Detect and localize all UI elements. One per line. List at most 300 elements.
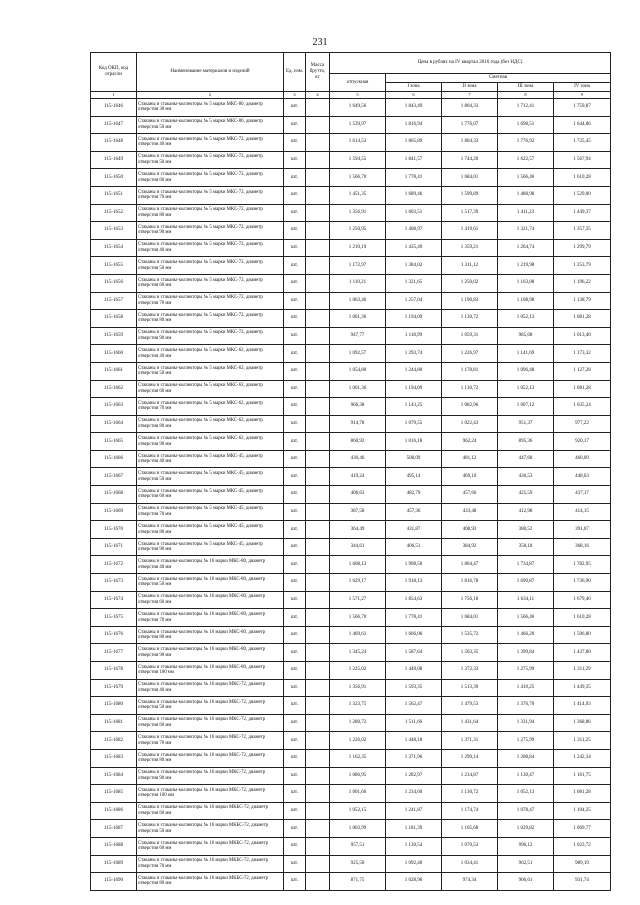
zone3-price-cell: 1 052,13 xyxy=(498,310,554,328)
mass-cell xyxy=(306,556,330,574)
name-cell: Стаканы и стаканы-коллекторы № 16 марки МКБС-72, диаметр отверстия 80 мм xyxy=(137,873,284,891)
zone1-price-cell: 1 181,39 xyxy=(386,820,442,838)
header-name: Наименование материалов и изделий xyxy=(137,53,284,92)
zone4-price-cell: 1 449,35 xyxy=(554,679,611,697)
code-cell: 115-1646 xyxy=(91,99,137,117)
zone3-price-cell: 1 410,25 xyxy=(498,679,554,697)
release-price-cell: 1 001,66 xyxy=(330,785,386,803)
mass-cell xyxy=(306,327,330,345)
zone2-price-cell: 1 105,68 xyxy=(442,820,498,838)
zone4-price-cell: 391,07 xyxy=(554,521,611,539)
name-cell: Стаканы и стаканы-коллекторы № 16 марки МКС-72, диаметр отверстия 100 мм xyxy=(137,785,284,803)
release-price-cell: 1 566,70 xyxy=(330,169,386,187)
zone3-price-cell: 1 078,47 xyxy=(498,802,554,820)
name-cell: Стаканы и стаканы-коллекторы № 16 марки МКС-80, диаметр отверстия 90 мм xyxy=(137,644,284,662)
mass-cell xyxy=(306,398,330,416)
unit-cell: шт. xyxy=(284,732,306,750)
mass-cell xyxy=(306,468,330,486)
name-cell: Стаканы и стаканы-коллекторы № 5 марки МКС-62, диаметр отверстия 60 мм xyxy=(137,380,284,398)
unit-cell: шт. xyxy=(284,151,306,169)
mass-cell xyxy=(306,415,330,433)
name-cell: Стаканы и стаканы-коллекторы № 5 марки МКС-72, диаметр отверстия 50 мм xyxy=(137,257,284,275)
zone4-price-cell: 437,17 xyxy=(554,486,611,504)
name-cell: Стаканы и стаканы-коллекторы № 5 марки МКС-62, диаметр отверстия 50 мм xyxy=(137,362,284,380)
zone1-price-cell: 1 689,46 xyxy=(386,186,442,204)
name-cell: Стаканы и стаканы-коллекторы № 5 марки МКС-72, диаметр отверстия 70 мм xyxy=(137,292,284,310)
column-number: 1 xyxy=(91,92,137,99)
release-price-cell: 1 614,53 xyxy=(330,134,386,152)
code-cell: 115-1655 xyxy=(91,257,137,275)
zone4-price-cell: 1 104,25 xyxy=(554,802,611,820)
table-row xyxy=(91,626,611,644)
mass-cell xyxy=(306,486,330,504)
header-estimate: Сметная xyxy=(386,74,611,83)
zone1-price-cell: 1 293,74 xyxy=(386,345,442,363)
name-cell: Стаканы и стаканы-коллекторы № 16 марки МКС-80, диаметр отверстия 40 мм xyxy=(137,556,284,574)
table-row xyxy=(91,574,611,592)
unit-cell: шт. xyxy=(284,697,306,715)
name-cell: Стаканы и стаканы-коллекторы № 16 марки МКС-80, диаметр отверстия 50 мм xyxy=(137,574,284,592)
zone1-price-cell: 1 854,63 xyxy=(386,591,442,609)
zone3-price-cell: 1 734,87 xyxy=(498,556,554,574)
name-cell: Стаканы и стаканы-коллекторы № 5 марки МКС-72, диаметр отверстия 90 мм xyxy=(137,327,284,345)
name-cell: Стаканы и стаканы-коллекторы № 5 марки МКС-72, диаметр отверстия 80 мм xyxy=(137,204,284,222)
zone2-price-cell: 962,24 xyxy=(442,433,498,451)
zone1-price-cell: 1 593,35 xyxy=(386,679,442,697)
zone4-price-cell: 1 736,90 xyxy=(554,574,611,592)
zone2-price-cell: 974,34 xyxy=(442,873,498,891)
name-cell: Стаканы и стаканы-коллекторы № 5 марки МКС-62, диаметр отверстия 90 мм xyxy=(137,433,284,451)
zone2-price-cell: 1 503,35 xyxy=(442,644,498,662)
zone2-price-cell: 1 130,72 xyxy=(442,785,498,803)
zone4-price-cell: 1 506,80 xyxy=(554,626,611,644)
zone3-price-cell: 906,61 xyxy=(498,873,554,891)
code-cell: 115-1685 xyxy=(91,785,137,803)
table-row xyxy=(91,134,611,152)
code-cell: 115-1677 xyxy=(91,644,137,662)
table-row xyxy=(91,785,611,803)
zone4-price-cell: 1 449,37 xyxy=(554,204,611,222)
unit-cell: шт. xyxy=(284,450,306,468)
zone1-price-cell: 1 435,49 xyxy=(386,239,442,257)
unit-cell: шт. xyxy=(284,468,306,486)
unit-cell: шт. xyxy=(284,134,306,152)
zone2-price-cell: 1 311,12 xyxy=(442,257,498,275)
mass-cell xyxy=(306,380,330,398)
column-number: 8 xyxy=(498,92,554,99)
mass-cell xyxy=(306,134,330,152)
zone4-price-cell: 1 127,28 xyxy=(554,362,611,380)
release-price-cell: 947,77 xyxy=(330,327,386,345)
zone1-price-cell: 1 918,13 xyxy=(386,574,442,592)
zone2-price-cell: 1 372,33 xyxy=(442,662,498,680)
table-row xyxy=(91,345,611,363)
mass-cell xyxy=(306,292,330,310)
unit-cell: шт. xyxy=(284,503,306,521)
zone1-price-cell: 1 321,65 xyxy=(386,274,442,292)
unit-cell: шт. xyxy=(284,345,306,363)
mass-cell xyxy=(306,855,330,873)
table-row xyxy=(91,169,611,187)
code-cell: 115-1683 xyxy=(91,749,137,767)
zone2-price-cell: 1 431,64 xyxy=(442,714,498,732)
mass-cell xyxy=(306,116,330,134)
zone2-price-cell: 1 517,39 xyxy=(442,204,498,222)
code-cell: 115-1657 xyxy=(91,292,137,310)
release-price-cell: 1 003,99 xyxy=(330,820,386,838)
table-row xyxy=(91,802,611,820)
zone2-price-cell: 1 130,72 xyxy=(442,380,498,398)
name-cell: Стаканы и стаканы-коллекторы № 16 марки МКС-72, диаметр отверстия 70 мм xyxy=(137,732,284,750)
column-number: 6 xyxy=(386,92,442,99)
zone4-price-cell: 1 437,80 xyxy=(554,644,611,662)
table-row xyxy=(91,274,611,292)
mass-cell xyxy=(306,503,330,521)
zone2-price-cell: 1 299,14 xyxy=(442,749,498,767)
unit-cell: шт. xyxy=(284,749,306,767)
zone3-price-cell: 1 466,20 xyxy=(498,626,554,644)
zone4-price-cell: 1 610,28 xyxy=(554,609,611,627)
zone1-price-cell: 1 384,02 xyxy=(386,257,442,275)
code-cell: 115-1688 xyxy=(91,837,137,855)
zone1-price-cell: 457,36 xyxy=(386,503,442,521)
mass-cell xyxy=(306,450,330,468)
release-price-cell: 1 451,35 xyxy=(330,186,386,204)
name-cell: Стаканы и стаканы-коллекторы № 16 марки МКБС-72, диаметр отверстия 60 мм xyxy=(137,837,284,855)
mass-cell xyxy=(306,310,330,328)
zone3-price-cell: 951,37 xyxy=(498,415,554,433)
release-price-cell: 1 356,91 xyxy=(330,204,386,222)
zone1-price-cell: 1 587,64 xyxy=(386,644,442,662)
zone2-price-cell: 1 059,31 xyxy=(442,327,498,345)
table-row xyxy=(91,697,611,715)
unit-cell: шт. xyxy=(284,855,306,873)
table-row xyxy=(91,151,611,169)
zone4-price-cell: 1 081,28 xyxy=(554,310,611,328)
zone4-price-cell: 977,22 xyxy=(554,415,611,433)
zone1-price-cell: 1 016,18 xyxy=(386,433,442,451)
code-cell: 115-1665 xyxy=(91,433,137,451)
zone2-price-cell: 384,92 xyxy=(442,538,498,556)
zone3-price-cell: 447,68 xyxy=(498,450,554,468)
zone2-price-cell: 1 535,72 xyxy=(442,626,498,644)
zone4-price-cell: 1 081,28 xyxy=(554,785,611,803)
code-cell: 115-1653 xyxy=(91,222,137,240)
zone3-price-cell: 895,36 xyxy=(498,433,554,451)
table-row xyxy=(91,486,611,504)
zone3-price-cell: 1 275,99 xyxy=(498,662,554,680)
zone4-price-cell: 931,74 xyxy=(554,873,611,891)
zone4-price-cell: 1 253,79 xyxy=(554,257,611,275)
zone2-price-cell: 1 174,74 xyxy=(442,802,498,820)
zone4-price-cell: 1 242,34 xyxy=(554,749,611,767)
unit-cell: шт. xyxy=(284,591,306,609)
zone1-price-cell: 508,09 xyxy=(386,450,442,468)
unit-cell: шт. xyxy=(284,556,306,574)
zone4-price-cell: 989,19 xyxy=(554,855,611,873)
header-zone4: IV зона xyxy=(554,83,611,92)
name-cell: Стаканы и стаканы-коллекторы № 5 марки МКС-62, диаметр отверстия 70 мм xyxy=(137,398,284,416)
zone3-price-cell: 1 275,99 xyxy=(498,732,554,750)
unit-cell: шт. xyxy=(284,837,306,855)
code-cell: 115-1654 xyxy=(91,239,137,257)
zone1-price-cell: 1 282,97 xyxy=(386,767,442,785)
code-cell: 115-1668 xyxy=(91,486,137,504)
code-cell: 115-1674 xyxy=(91,591,137,609)
name-cell: Стаканы и стаканы-коллекторы № 16 марки МКС-72, диаметр отверстия 60 мм xyxy=(137,714,284,732)
zone4-price-cell: 1 196,22 xyxy=(554,274,611,292)
zone4-price-cell: 1 644,86 xyxy=(554,116,611,134)
zone2-price-cell: 1 513,39 xyxy=(442,679,498,697)
column-number: 3 xyxy=(284,92,306,99)
column-number: 5 xyxy=(330,92,386,99)
table-row xyxy=(91,433,611,451)
release-price-cell: 1 001,36 xyxy=(330,380,386,398)
unit-cell: шт. xyxy=(284,785,306,803)
code-cell: 115-1658 xyxy=(91,310,137,328)
column-number-row xyxy=(91,92,611,99)
table-row xyxy=(91,415,611,433)
release-price-cell: 1 210,19 xyxy=(330,239,386,257)
zone2-price-cell: 1 226,97 xyxy=(442,345,498,363)
release-price-cell: 1 225,02 xyxy=(330,662,386,680)
unit-cell: шт. xyxy=(284,398,306,416)
code-cell: 115-1660 xyxy=(91,345,137,363)
unit-cell: шт. xyxy=(284,415,306,433)
table-row xyxy=(91,521,611,539)
release-price-cell: 1 092,57 xyxy=(330,345,386,363)
mass-cell xyxy=(306,609,330,627)
code-cell: 115-1690 xyxy=(91,873,137,891)
zone2-price-cell: 1 178,81 xyxy=(442,362,498,380)
release-price-cell: 419,24 xyxy=(330,468,386,486)
code-cell: 115-1664 xyxy=(91,415,137,433)
zone4-price-cell: 1 759,87 xyxy=(554,99,611,117)
unit-cell: шт. xyxy=(284,486,306,504)
release-price-cell: 344,61 xyxy=(330,538,386,556)
zone3-price-cell: 1 488,98 xyxy=(498,186,554,204)
zone2-price-cell: 1 250,02 xyxy=(442,274,498,292)
zone3-price-cell: 1 331,94 xyxy=(498,714,554,732)
mass-cell xyxy=(306,362,330,380)
name-cell: Стаканы и стаканы-коллекторы № 5 марки МКС-80, диаметр отверстия 50 мм xyxy=(137,116,284,134)
code-cell: 115-1662 xyxy=(91,380,137,398)
zone1-price-cell: 1 092,40 xyxy=(386,855,442,873)
zone1-price-cell: 1 562,47 xyxy=(386,697,442,715)
code-cell: 115-1679 xyxy=(91,679,137,697)
zone2-price-cell: 1 804,33 xyxy=(442,134,498,152)
mass-cell xyxy=(306,873,330,891)
release-price-cell: 1 539,97 xyxy=(330,116,386,134)
zone3-price-cell: 1 096,48 xyxy=(498,362,554,380)
unit-cell: шт. xyxy=(284,679,306,697)
unit-cell: шт. xyxy=(284,820,306,838)
release-price-cell: 1 226,02 xyxy=(330,732,386,750)
code-cell: 115-1673 xyxy=(91,574,137,592)
release-price-cell: 1 571,27 xyxy=(330,591,386,609)
zone1-price-cell: 1 908,50 xyxy=(386,556,442,574)
zone1-price-cell: 1 816,94 xyxy=(386,116,442,134)
zone2-price-cell: 469,10 xyxy=(442,468,498,486)
zone1-price-cell: 1 449,08 xyxy=(386,662,442,680)
header-zone1: I зона xyxy=(386,83,442,92)
name-cell: Стаканы и стаканы-коллекторы № 16 марки МКС-72, диаметр отверстия 50 мм xyxy=(137,697,284,715)
zone1-price-cell: 1 865,89 xyxy=(386,134,442,152)
release-price-cell: 1 280,72 xyxy=(330,714,386,732)
table-row xyxy=(91,591,611,609)
zone4-price-cell: 1 782,95 xyxy=(554,556,611,574)
mass-cell xyxy=(306,239,330,257)
release-price-cell: 871,75 xyxy=(330,873,386,891)
zone3-price-cell: 1 208,84 xyxy=(498,749,554,767)
table-row xyxy=(91,468,611,486)
zone2-price-cell: 1 070,53 xyxy=(442,837,498,855)
zone4-price-cell: 1 311,25 xyxy=(554,732,611,750)
mass-cell xyxy=(306,714,330,732)
code-cell: 115-1652 xyxy=(91,204,137,222)
release-price-cell: 1 356,91 xyxy=(330,679,386,697)
zone3-price-cell: 1 141,69 xyxy=(498,345,554,363)
table-row xyxy=(91,327,611,345)
release-price-cell: 1 172,97 xyxy=(330,257,386,275)
table-row xyxy=(91,679,611,697)
release-price-cell: 430,46 xyxy=(330,450,386,468)
zone2-price-cell: 1 804,47 xyxy=(442,556,498,574)
unit-cell: шт. xyxy=(284,433,306,451)
release-price-cell: 925,50 xyxy=(330,855,386,873)
zone4-price-cell: 1 529,00 xyxy=(554,186,611,204)
zone2-price-cell: 1 684,01 xyxy=(442,169,498,187)
mass-cell xyxy=(306,99,330,117)
code-cell: 115-1672 xyxy=(91,556,137,574)
mass-cell xyxy=(306,591,330,609)
column-number: 7 xyxy=(442,92,498,99)
unit-cell: шт. xyxy=(284,222,306,240)
unit-cell: шт. xyxy=(284,626,306,644)
zone3-price-cell: 1 219,98 xyxy=(498,257,554,275)
name-cell: Стаканы и стаканы-коллекторы № 5 марки МКС-72, диаметр отверстия 50 мм xyxy=(137,151,284,169)
code-cell: 115-1669 xyxy=(91,503,137,521)
name-cell: Стаканы и стаканы-коллекторы № 5 марки МКС-72, диаметр отверстия 40 мм xyxy=(137,239,284,257)
zone3-price-cell: 996,12 xyxy=(498,837,554,855)
zone2-price-cell: 1 744,20 xyxy=(442,151,498,169)
unit-cell: шт. xyxy=(284,186,306,204)
zone1-price-cell: 1 666,06 xyxy=(386,626,442,644)
release-price-cell: 1 063,46 xyxy=(330,292,386,310)
zone4-price-cell: 1 368,86 xyxy=(554,714,611,732)
name-cell: Стаканы и стаканы-коллекторы № 5 марки МКС-72, диаметр отверстия 90 мм xyxy=(137,222,284,240)
code-cell: 115-1689 xyxy=(91,855,137,873)
zone3-price-cell: 985,68 xyxy=(498,327,554,345)
zone1-price-cell: 1 778,41 xyxy=(386,609,442,627)
zone2-price-cell: 1 419,61 xyxy=(442,222,498,240)
price-table xyxy=(90,52,611,891)
zone3-price-cell: 1 029,82 xyxy=(498,820,554,838)
zone4-price-cell: 1 357,35 xyxy=(554,222,611,240)
zone2-price-cell: 1 479,53 xyxy=(442,697,498,715)
mass-cell xyxy=(306,697,330,715)
zone1-price-cell: 1 257,04 xyxy=(386,292,442,310)
zone3-price-cell: 425,59 xyxy=(498,486,554,504)
zone3-price-cell: 412,98 xyxy=(498,503,554,521)
zone4-price-cell: 1 679,40 xyxy=(554,591,611,609)
unit-cell: шт. xyxy=(284,327,306,345)
release-price-cell: 1 469,61 xyxy=(330,626,386,644)
table-row xyxy=(91,609,611,627)
name-cell: Стаканы и стаканы-коллекторы № 16 марки МКС-80, диаметр отверстия 80 мм xyxy=(137,626,284,644)
code-cell: 115-1663 xyxy=(91,398,137,416)
zone3-price-cell: 1 712,41 xyxy=(498,99,554,117)
mass-cell xyxy=(306,169,330,187)
zone4-price-cell: 448,63 xyxy=(554,468,611,486)
zone2-price-cell: 1 371,31 xyxy=(442,732,498,750)
code-cell: 115-1671 xyxy=(91,538,137,556)
zone2-price-cell: 1 359,21 xyxy=(442,239,498,257)
mass-cell xyxy=(306,820,330,838)
table-row xyxy=(91,644,611,662)
zone4-price-cell: 1 161,75 xyxy=(554,767,611,785)
table-row xyxy=(91,538,611,556)
column-number: 2 xyxy=(137,92,284,99)
mass-cell xyxy=(306,538,330,556)
zone4-price-cell: 1 173,32 xyxy=(554,345,611,363)
zone1-price-cell: 1 841,57 xyxy=(386,151,442,169)
mass-cell xyxy=(306,186,330,204)
code-cell: 115-1681 xyxy=(91,714,137,732)
zone2-price-cell: 1 684,01 xyxy=(442,609,498,627)
unit-cell: шт. xyxy=(284,116,306,134)
name-cell: Стаканы и стаканы-коллекторы № 5 марки МКС-80, диаметр отверстия 30 мм xyxy=(137,99,284,117)
table-row xyxy=(91,855,611,873)
mass-cell xyxy=(306,732,330,750)
release-price-cell: 860,92 xyxy=(330,433,386,451)
code-cell: 115-1648 xyxy=(91,134,137,152)
zone2-price-cell: 1 130,72 xyxy=(442,310,498,328)
zone1-price-cell: 1 028,96 xyxy=(386,873,442,891)
code-cell: 115-1666 xyxy=(91,450,137,468)
mass-cell xyxy=(306,802,330,820)
zone3-price-cell: 962,51 xyxy=(498,855,554,873)
zone2-price-cell: 1 190,83 xyxy=(442,292,498,310)
header-unit: Ед. изм. xyxy=(284,53,306,92)
name-cell: Стаканы и стаканы-коллекторы № 5 марки МКС-45, диаметр отверстия 90 мм xyxy=(137,538,284,556)
mass-cell xyxy=(306,679,330,697)
zone4-price-cell: 1 081,28 xyxy=(554,380,611,398)
release-price-cell: 1 162,35 xyxy=(330,749,386,767)
zone3-price-cell: 1 634,11 xyxy=(498,591,554,609)
code-cell: 115-1680 xyxy=(91,697,137,715)
zone3-price-cell: 358,18 xyxy=(498,538,554,556)
zone2-price-cell: 481,12 xyxy=(442,450,498,468)
zone1-price-cell: 1 234,60 xyxy=(386,785,442,803)
zone1-price-cell: 1 118,99 xyxy=(386,327,442,345)
zone2-price-cell: 1 034,41 xyxy=(442,855,498,873)
mass-cell xyxy=(306,521,330,539)
zone1-price-cell: 1 468,97 xyxy=(386,222,442,240)
zone2-price-cell: 1 756,18 xyxy=(442,591,498,609)
release-price-cell: 364,49 xyxy=(330,521,386,539)
header-release: отпускная xyxy=(330,74,386,92)
header-zone3: III зона xyxy=(498,83,554,92)
unit-cell: шт. xyxy=(284,662,306,680)
zone1-price-cell: 1 194,09 xyxy=(386,310,442,328)
unit-cell: шт. xyxy=(284,204,306,222)
zone2-price-cell: 433,48 xyxy=(442,503,498,521)
zone1-price-cell: 1 079,55 xyxy=(386,415,442,433)
zone3-price-cell: 1 566,46 xyxy=(498,609,554,627)
table-row xyxy=(91,204,611,222)
unit-cell: шт. xyxy=(284,574,306,592)
